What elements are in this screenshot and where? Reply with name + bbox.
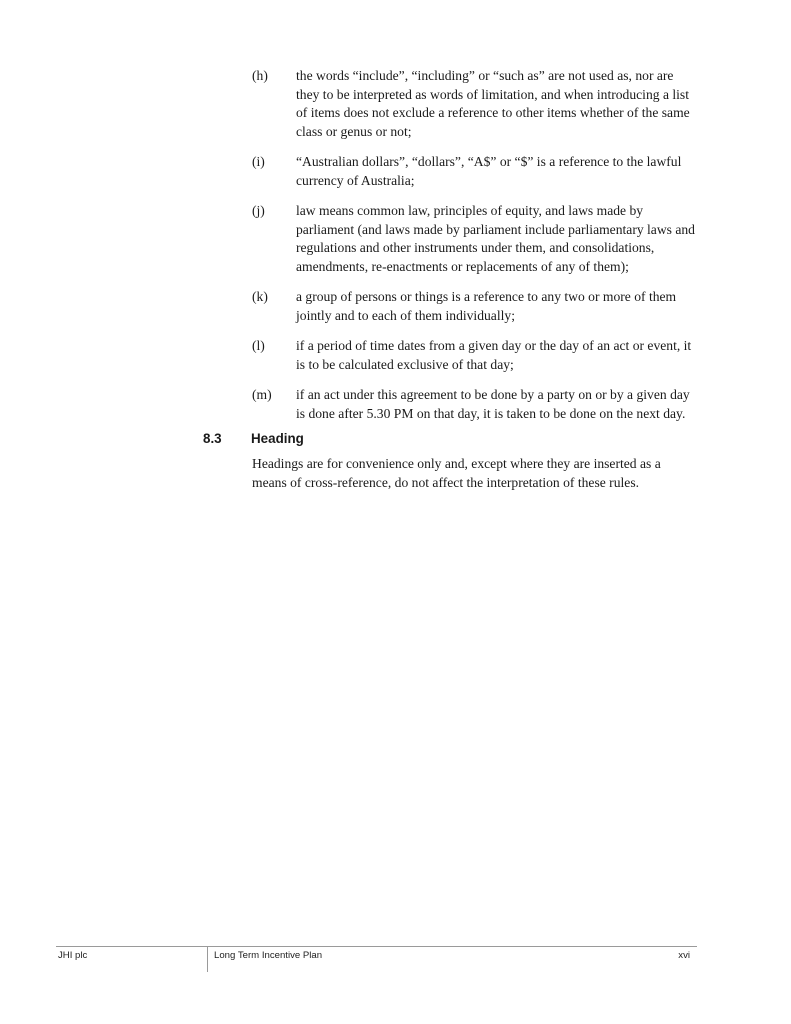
section-body-text: Headings are for convenience only and, except where they are inserted as a means of cross-reference, do not affect the interpretation of these rules. — [252, 456, 661, 490]
footer-page-number: xvi — [678, 950, 690, 961]
clause-text: law means common law, principles of equity, and laws made by parliament (and laws made by parliament include parliamentary laws and regulations and other instruments under them, and consolidations, amendments, re-enactments or replacements of any of them); — [296, 203, 695, 274]
section-heading — [203, 430, 697, 448]
clause-label: (l) — [252, 338, 265, 353]
clause-label: (i) — [252, 154, 265, 169]
clause-label: (h) — [252, 68, 268, 83]
footer-divider — [207, 946, 208, 972]
footer-rule — [56, 946, 697, 947]
clause-item — [252, 67, 697, 141]
clause-text: “Australian dollars”, “dollars”, “A$” or “$” is a reference to the lawful currency of Australia; — [296, 154, 682, 188]
section-heading-block — [203, 430, 697, 492]
clause-text: if a period of time dates from a given day or the day of an act or event, it is to be calculated exclusive of that day; — [296, 338, 692, 372]
clause-label: (j) — [252, 203, 265, 218]
clause-list — [252, 67, 697, 435]
section-title: Heading — [251, 431, 304, 446]
clause-text: the words “include”, “including” or “such as” are not used as, nor are they to be interpreted as words of limitation, and when introducing a list of items does not exclude a reference to other items whether of the same class or genus or not; — [296, 68, 690, 139]
footer-company: JHI plc — [58, 950, 88, 961]
clause-item — [252, 153, 697, 190]
clause-item — [252, 386, 697, 423]
clause-text: a group of persons or things is a reference to any two or more of them jointly and to each of them individually; — [296, 289, 677, 323]
footer-document-title: Long Term Incentive Plan — [214, 950, 323, 961]
section-number: 8.3 — [203, 431, 222, 446]
clause-text: if an act under this agreement to be done by a party on or by a given day is done after 5.30 PM on that day, it is taken to be done on the next day. — [296, 387, 690, 421]
clause-label: (k) — [252, 289, 268, 304]
clause-item — [252, 337, 697, 374]
clause-item — [252, 288, 697, 325]
clause-item — [252, 202, 697, 276]
clause-label: (m) — [252, 387, 272, 402]
